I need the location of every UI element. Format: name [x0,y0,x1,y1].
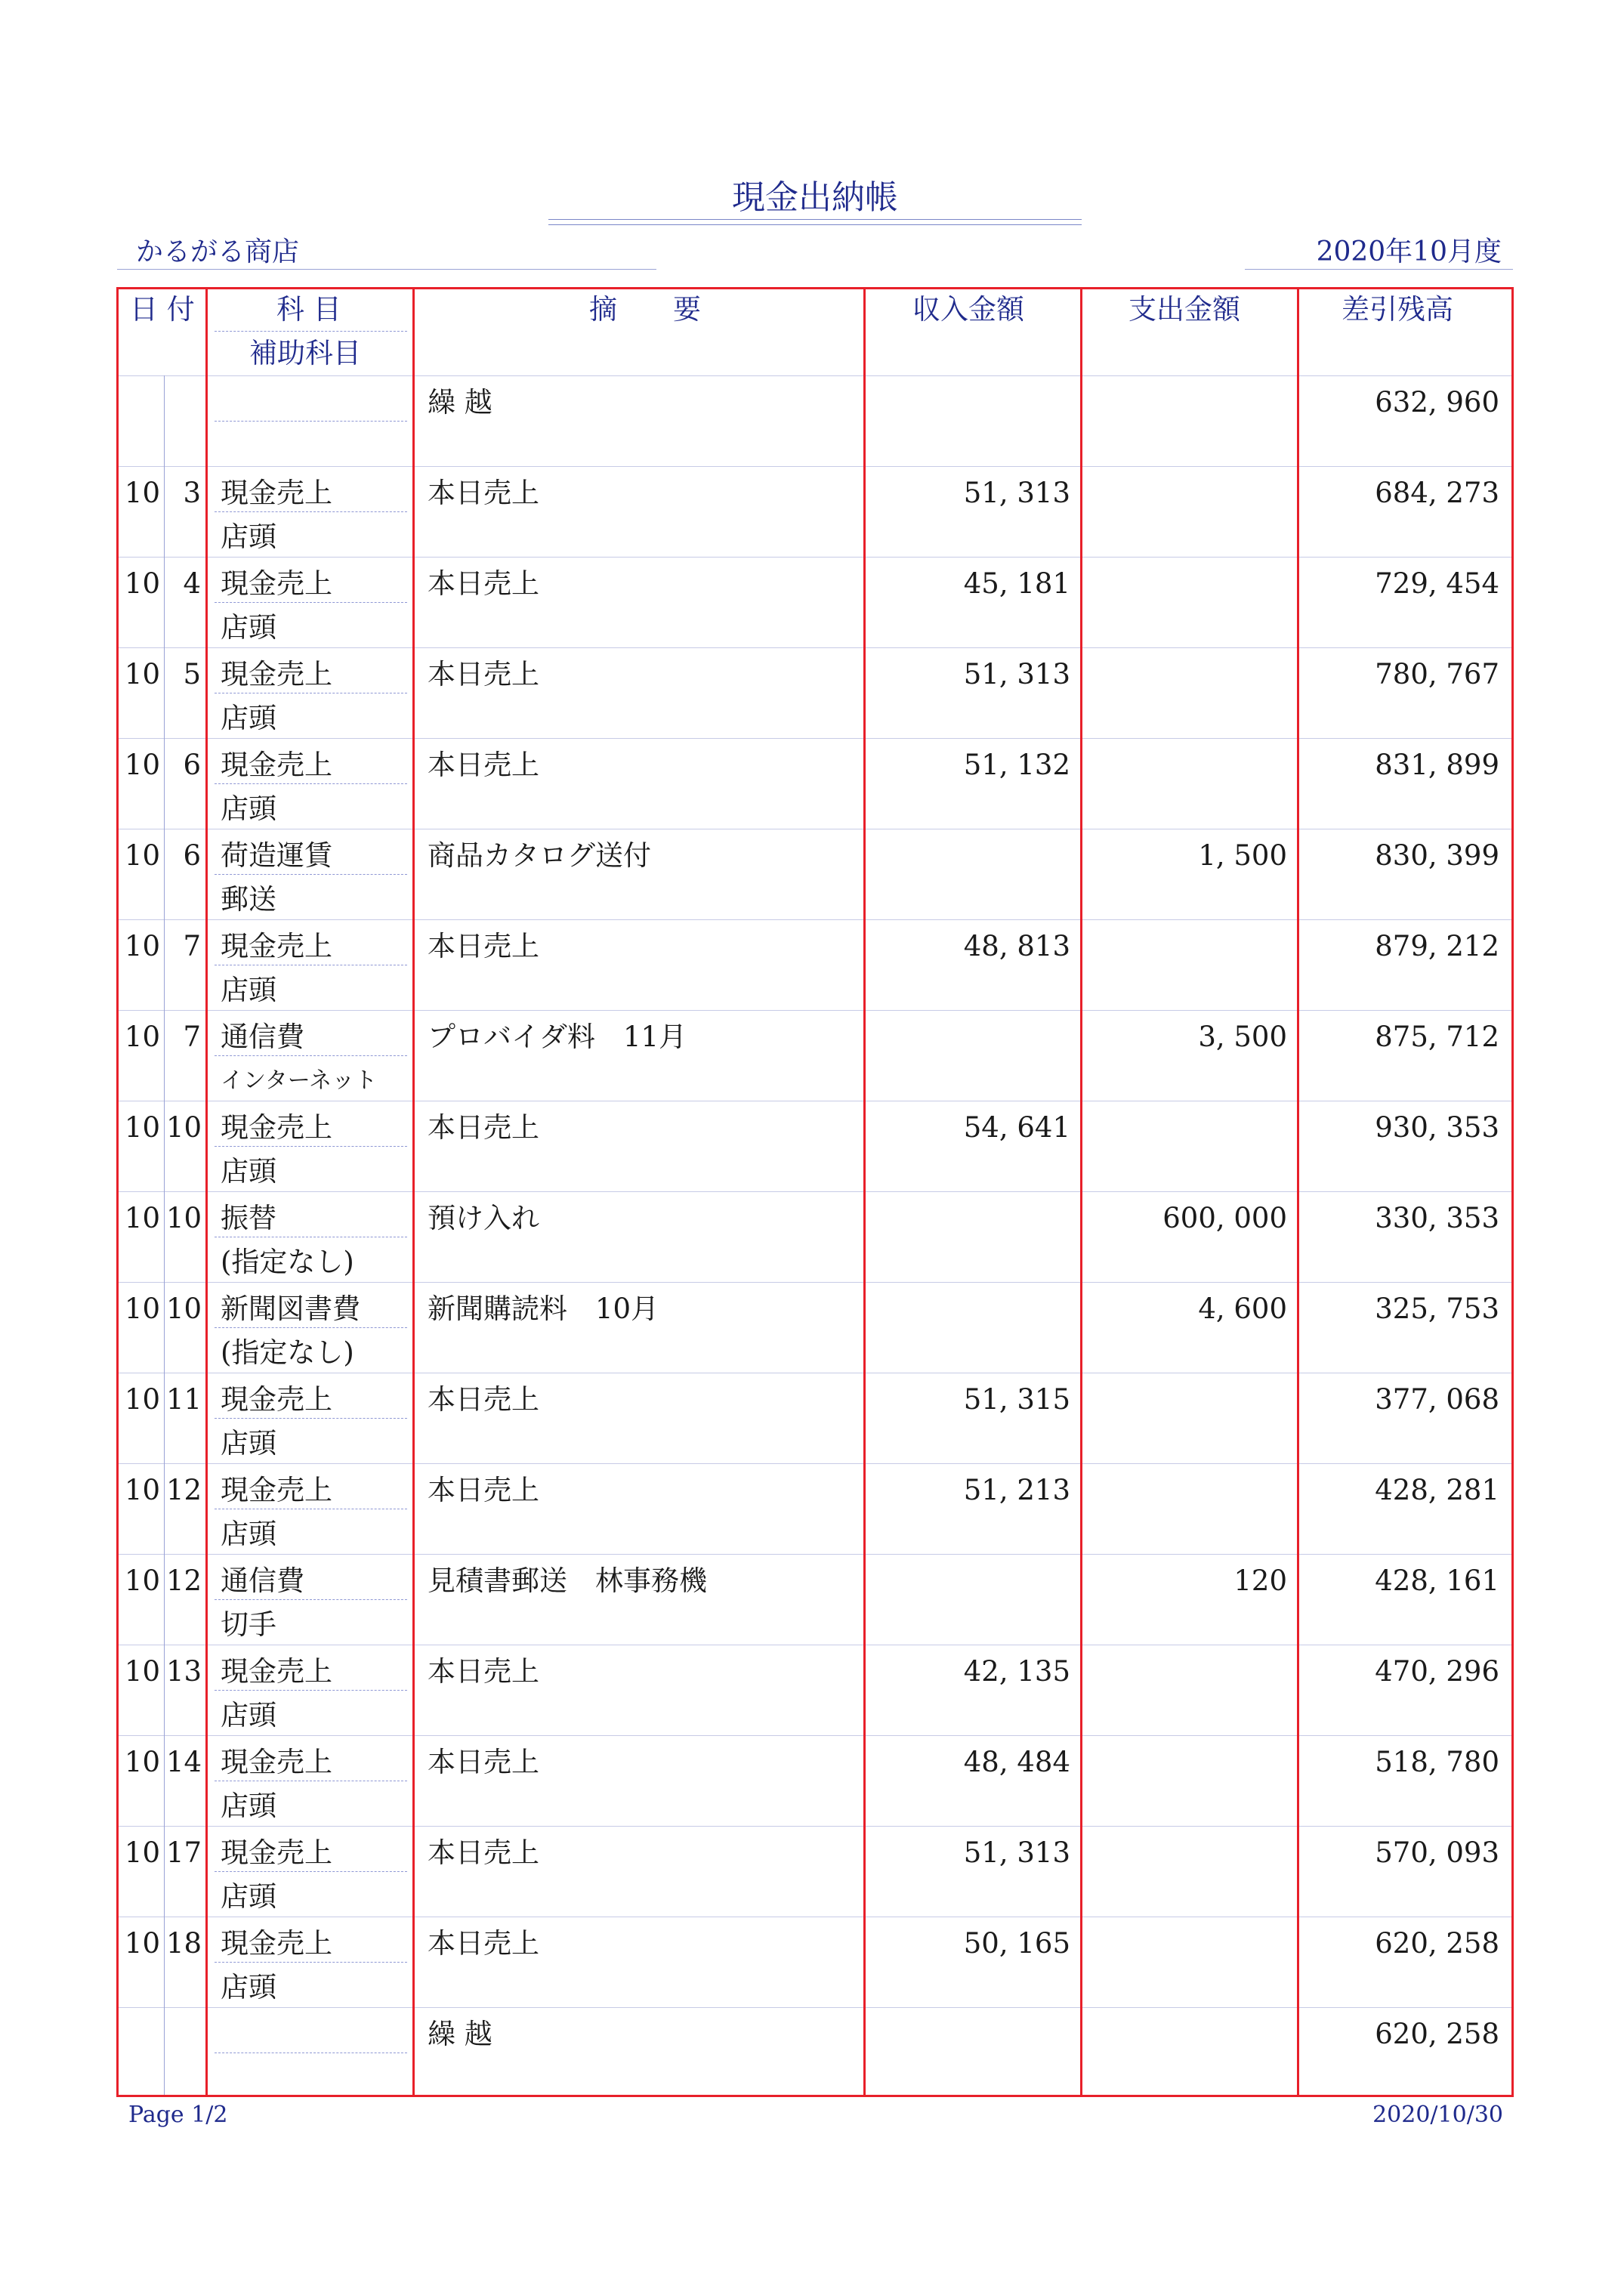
row-account: 通信費 [221,1564,304,1597]
row-balance: 377, 068 [1375,1383,1499,1416]
row-income: 51, 313 [963,1836,1070,1869]
row-balance: 780, 767 [1375,658,1499,690]
cash-ledger-table [116,287,1514,2097]
page-number: Page 1/2 [128,2102,228,2128]
row-month: 10 [124,658,160,690]
row-day: 6 [183,749,201,781]
page-title: 現金出納帳 [732,178,898,217]
row-day: 13 [166,1655,202,1688]
row-sub: 店頭 [221,792,276,825]
row-summary: 本日売上 [428,1383,539,1416]
row-income: 51, 313 [963,477,1070,509]
row-day: 6 [183,839,201,872]
row-summary: 本日売上 [428,1655,539,1688]
period-underline [1245,269,1513,270]
row-month: 10 [124,930,160,962]
row-balance: 830, 399 [1375,839,1499,872]
row-account: 現金売上 [221,1383,332,1416]
row-balance: 330, 353 [1375,1202,1499,1234]
row-month: 10 [124,839,160,872]
row-sub: (指定なし) [221,1246,354,1278]
row-summary: 本日売上 [428,1111,539,1144]
row-sub: 店頭 [221,702,276,734]
print-date: 2020/10/30 [1372,2102,1503,2128]
row-income: 51, 315 [963,1383,1070,1416]
row-summary: 繰 越 [428,386,492,419]
row-account: 現金売上 [221,1746,332,1778]
row-summary: 本日売上 [428,1836,539,1869]
row-income: 51, 132 [963,749,1070,781]
row-day: 12 [166,1474,202,1506]
row-day: 18 [166,1927,202,1960]
row-expense: 600, 000 [1162,1202,1287,1234]
row-balance: 620, 258 [1375,2018,1499,2050]
row-sub: 店頭 [221,1790,276,1822]
row-income: 51, 213 [963,1474,1070,1506]
row-summary: 見積書郵送 林事務機 [428,1564,707,1597]
row-balance: 325, 753 [1375,1293,1499,1325]
row-income: 54, 641 [963,1111,1070,1144]
row-month: 10 [124,1474,160,1506]
row-account: 通信費 [221,1021,304,1053]
row-day: 17 [166,1836,202,1869]
row-summary: 預け入れ [428,1202,539,1234]
row-balance: 470, 296 [1375,1655,1499,1688]
row-balance: 620, 258 [1375,1927,1499,1960]
row-expense: 4, 600 [1198,1293,1287,1325]
row-sub: 店頭 [221,1880,276,1913]
row-expense: 120 [1233,1564,1287,1597]
row-balance: 831, 899 [1375,749,1499,781]
row-summary: プロバイダ料 11月 [428,1021,687,1053]
row-month: 10 [124,749,160,781]
row-income: 50, 165 [963,1927,1070,1960]
row-sub: (指定なし) [221,1336,354,1369]
row-sub: 店頭 [221,1518,276,1550]
row-summary: 本日売上 [428,1927,539,1960]
row-day: 11 [166,1383,202,1416]
row-sub: 店頭 [221,1971,276,2003]
row-balance: 518, 780 [1375,1746,1499,1778]
row-day: 3 [183,477,201,509]
row-income: 48, 813 [963,930,1070,962]
row-month: 10 [124,567,160,600]
row-sub: インターネット [221,1067,378,1094]
row-account: 現金売上 [221,1836,332,1869]
header-date: 日 付 [130,293,195,326]
row-balance: 428, 161 [1375,1564,1499,1597]
row-day: 14 [166,1746,202,1778]
shop-name: かるがる商店 [136,236,300,267]
row-expense: 1, 500 [1198,839,1287,872]
row-summary: 本日売上 [428,930,539,962]
row-summary: 新聞購読料 10月 [428,1293,659,1325]
row-month: 10 [124,477,160,509]
row-account: 荷造運賃 [221,839,332,872]
row-income: 45, 181 [963,567,1070,600]
row-account: 新聞図書費 [221,1293,360,1325]
row-balance: 875, 712 [1375,1021,1499,1053]
row-summary: 繰 越 [428,2018,492,2050]
row-month: 10 [124,1836,160,1869]
row-balance: 570, 093 [1375,1836,1499,1869]
row-sub: 店頭 [221,1427,276,1459]
row-account: 現金売上 [221,477,332,509]
row-sub: 切手 [221,1608,276,1641]
row-month: 10 [124,1746,160,1778]
header-account: 科 目 [276,293,341,326]
title-underline-2 [548,224,1082,225]
row-sub: 店頭 [221,974,276,1006]
row-month: 10 [124,1383,160,1416]
row-day: 7 [183,1021,201,1053]
row-day: 10 [166,1293,202,1325]
row-summary: 本日売上 [428,477,539,509]
row-sub: 店頭 [221,1699,276,1731]
period-label: 2020年10月度 [1316,236,1502,267]
header-balance: 差引残高 [1341,293,1453,326]
title-underline [548,219,1082,220]
row-sub: 郵送 [221,883,276,916]
row-account: 現金売上 [221,567,332,600]
row-expense: 3, 500 [1198,1021,1287,1053]
row-summary: 本日売上 [428,749,539,781]
row-day: 7 [183,930,201,962]
row-day: 12 [166,1564,202,1597]
row-month: 10 [124,1927,160,1960]
header-income: 収入金額 [912,293,1024,326]
header-sub-account: 補助科目 [249,337,361,369]
row-balance: 684, 273 [1375,477,1499,509]
row-balance: 632, 960 [1375,386,1499,419]
row-account: 現金売上 [221,1927,332,1960]
row-balance: 428, 281 [1375,1474,1499,1506]
row-day: 10 [166,1202,202,1234]
row-month: 10 [124,1655,160,1688]
row-summary: 本日売上 [428,658,539,690]
row-day: 5 [183,658,201,690]
row-month: 10 [124,1202,160,1234]
row-month: 10 [124,1021,160,1053]
row-day: 4 [183,567,201,600]
row-account: 現金売上 [221,930,332,962]
row-account: 現金売上 [221,1655,332,1688]
row-account: 現金売上 [221,749,332,781]
row-sub: 店頭 [221,520,276,553]
row-sub: 店頭 [221,1155,276,1188]
row-account: 振替 [221,1202,276,1234]
header-expense: 支出金額 [1128,293,1240,326]
header-summary: 摘 要 [589,293,701,326]
row-income: 42, 135 [963,1655,1070,1688]
table-frame [116,287,1514,2097]
row-sub: 店頭 [221,611,276,644]
row-balance: 879, 212 [1375,930,1499,962]
row-income: 48, 484 [963,1746,1070,1778]
row-day: 10 [166,1111,202,1144]
row-month: 10 [124,1111,160,1144]
row-account: 現金売上 [221,1474,332,1506]
row-account: 現金売上 [221,658,332,690]
shop-underline [117,269,656,270]
row-account: 現金売上 [221,1111,332,1144]
row-income: 51, 313 [963,658,1070,690]
row-balance: 930, 353 [1375,1111,1499,1144]
row-summary: 本日売上 [428,1474,539,1506]
row-summary: 本日売上 [428,1746,539,1778]
row-summary: 商品カタログ送付 [428,839,651,872]
row-month: 10 [124,1564,160,1597]
row-summary: 本日売上 [428,567,539,600]
row-balance: 729, 454 [1375,567,1499,600]
row-month: 10 [124,1293,160,1325]
